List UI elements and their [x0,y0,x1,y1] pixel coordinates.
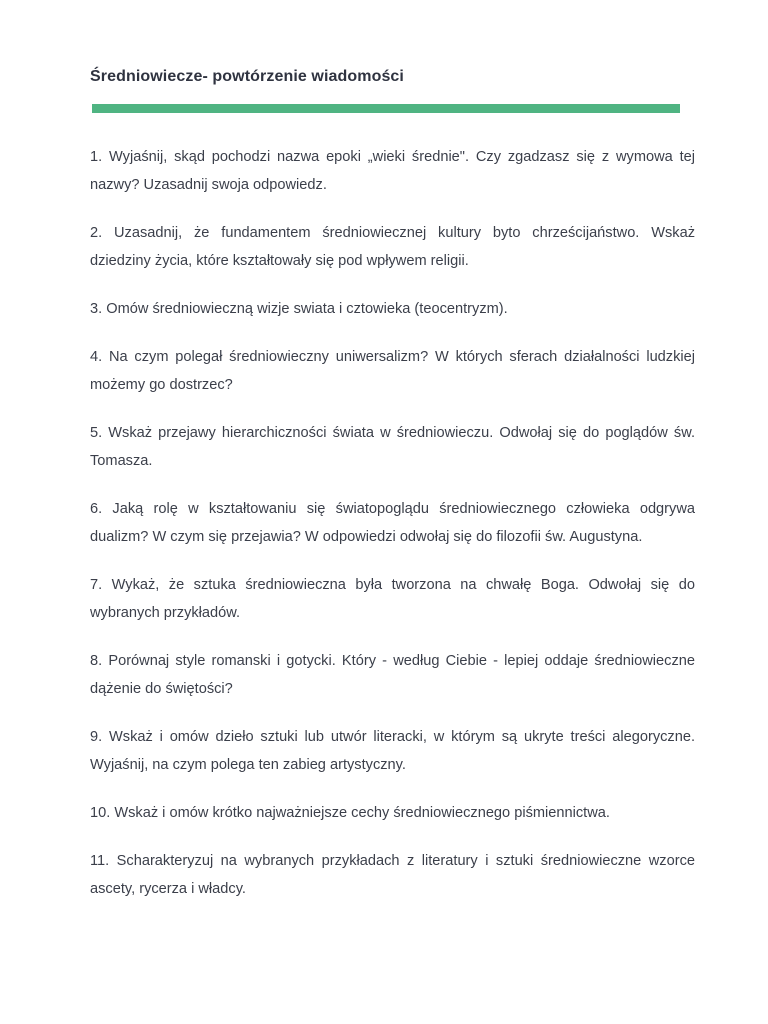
question-item: 5. Wskaż przejawy hierarchiczności świata w średniowieczu. Odwołaj się do poglądów św. Tomasza. [90,425,695,469]
question-item: 2. Uzasadnij, że fundamentem średniowiecznej kultury byto chrześcijaństwo. Wskaż dziedziny życia, które kształtowały się pod wpływem religii. [90,225,695,269]
question-item: 6. Jaką rolę w kształtowaniu się światopoglądu średniowiecznego człowieka odgrywa dualizm? W czym się przejawia? W odpowiedzi odwołaj się do filozofii św. Augustyna. [90,501,695,545]
question-item: 7. Wykaż, że sztuka średniowieczna była tworzona na chwałę Boga. Odwołaj się do wybranych przykładów. [90,577,695,621]
question-item: 4. Na czym polegał średniowieczny uniwersalizm? W których sferach działalności ludzkiej możemy go dostrzec? [90,349,695,393]
question-item: 8. Porównaj style romanski i gotycki. Który - według Ciebie - lepiej oddaje średniowieczne dążenie do świętości? [90,653,695,697]
question-item: 3. Omów średniowieczną wizje swiata i cztowieka (teocentryzm). [90,301,508,317]
document-title: Średniowiecze- powtórzenie wiadomości [90,68,404,85]
question-item: 9. Wskaż i omów dzieło sztuki lub utwór literacki, w którym są ukryte treści alegoryczne. Wyjaśnij, na czym polega ten zabieg artystyczny. [90,729,695,773]
question-list [90,143,695,923]
question-item: 11. Scharakteryzuj na wybranych przykładach z literatury i sztuki średniowieczne wzorce ascety, rycerza i władcy. [90,853,695,897]
title-underline [92,104,680,113]
question-item: 1. Wyjaśnij, skąd pochodzi nazwa epoki „wieki średnie". Czy zgadzasz się z wymowa tej nazwy? Uzasadnij swoja odpowiedz. [90,149,695,193]
question-item: 10. Wskaż i omów krótko najważniejsze cechy średniowiecznego piśmiennictwa. [90,805,610,821]
